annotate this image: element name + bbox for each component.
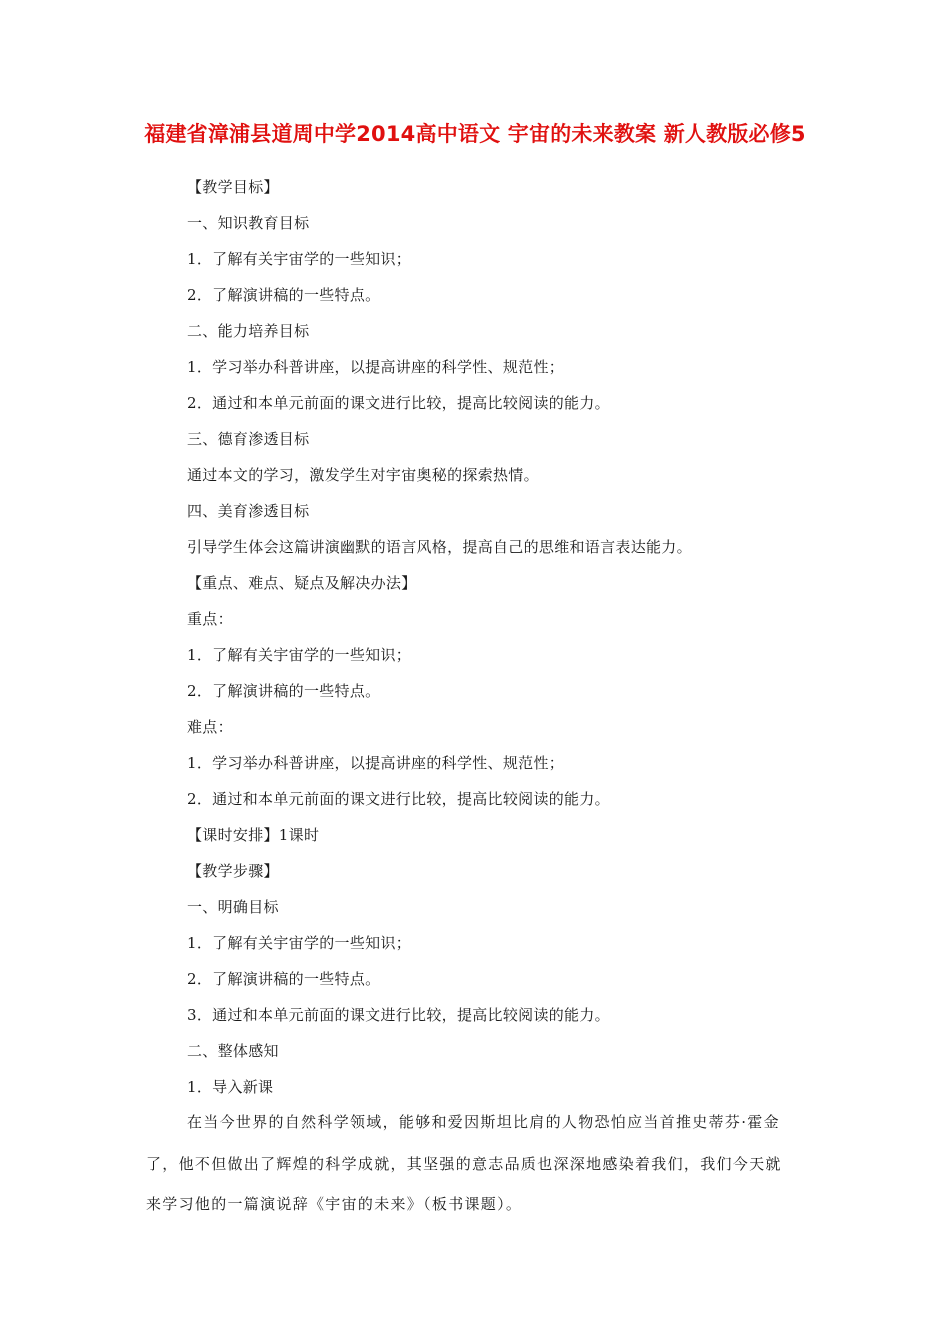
list-item: 2．了解演讲稿的一些特点。 <box>187 286 381 304</box>
list-item: 2．了解演讲稿的一些特点。 <box>187 682 381 700</box>
subheading-aesthetic-goals: 四、美育渗透目标 <box>187 502 310 520</box>
text-line: 引导学生体会这篇讲演幽默的语言风格，提高自己的思维和语言表达能力。 <box>187 538 692 556</box>
subheading-knowledge-goals: 一、知识教育目标 <box>187 214 310 232</box>
section-heading-schedule: 【课时安排】1课时 <box>187 826 320 844</box>
list-item: 1．导入新课 <box>187 1078 274 1096</box>
subheading-overall-perception: 二、整体感知 <box>187 1042 279 1060</box>
list-item: 1．了解有关宇宙学的一些知识； <box>187 934 412 952</box>
section-heading-key-points: 【重点、难点、疑点及解决办法】 <box>187 574 417 592</box>
paragraph-line: 了，他不但做出了辉煌的科学成就，其坚强的意志品质也深深地感染着我们，我们今天就 <box>146 1155 782 1173</box>
list-item: 1．了解有关宇宙学的一些知识； <box>187 250 412 268</box>
document-title: 福建省漳浦县道周中学2014高中语文 宇宙的未来教案 新人教版必修5 <box>144 122 806 146</box>
text-line: 通过本文的学习，激发学生对宇宙奥秘的探索热情。 <box>187 466 539 484</box>
list-item: 1．学习举办科普讲座，以提高讲座的科学性、规范性； <box>187 358 565 376</box>
label-key-points: 重点： <box>187 610 233 628</box>
list-item: 1．学习举办科普讲座，以提高讲座的科学性、规范性； <box>187 754 565 772</box>
paragraph-line: 来学习他的一篇演说辞《宇宙的未来》（板书课题）。 <box>146 1195 523 1213</box>
list-item: 2．了解演讲稿的一些特点。 <box>187 970 381 988</box>
paragraph-line: 在当今世界的自然科学领域，能够和爱因斯坦比肩的人物恐怕应当首推史蒂芬·霍金 <box>187 1113 780 1131</box>
section-heading-teaching-steps: 【教学步骤】 <box>187 862 279 880</box>
list-item: 1．了解有关宇宙学的一些知识； <box>187 646 412 664</box>
subheading-ability-goals: 二、能力培养目标 <box>187 322 310 340</box>
section-heading-teaching-goals: 【教学目标】 <box>187 178 279 196</box>
label-difficulties: 难点： <box>187 718 233 736</box>
subheading-moral-goals: 三、德育渗透目标 <box>187 430 310 448</box>
list-item: 2．通过和本单元前面的课文进行比较，提高比较阅读的能力。 <box>187 394 610 412</box>
list-item: 3．通过和本单元前面的课文进行比较，提高比较阅读的能力。 <box>187 1006 610 1024</box>
list-item: 2．通过和本单元前面的课文进行比较，提高比较阅读的能力。 <box>187 790 610 808</box>
subheading-clarify-goals: 一、明确目标 <box>187 898 279 916</box>
